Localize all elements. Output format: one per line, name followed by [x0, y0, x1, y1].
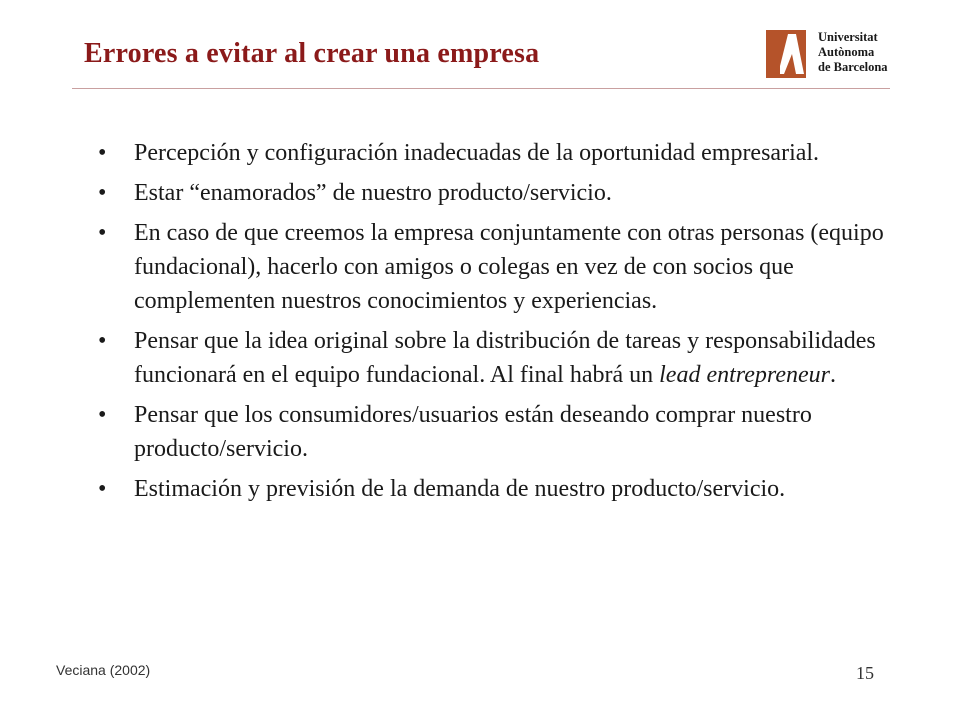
logo-text: [818, 30, 888, 75]
title-divider: [72, 88, 890, 89]
bullet-text: En caso de que creemos la empresa conjuntamente con otras personas (equipo fundacional), hacerlo con amigos o colegas en vez de con socios que complementen nuestros conocimientos y experiencias.: [134, 220, 884, 314]
bullet-glyph: •: [98, 140, 107, 166]
bullet-text-end: .: [829, 362, 836, 388]
bullet-text: Estimación y previsión de la demanda de nuestro producto/servicio.: [134, 476, 786, 502]
logo-line-3: de Barcelona: [818, 60, 888, 74]
bullet-glyph: •: [98, 328, 107, 354]
bullet-item: [98, 216, 898, 318]
source-citation: Veciana (2002): [56, 662, 151, 678]
bullet-glyph: •: [98, 220, 107, 246]
bullet-item: [98, 176, 898, 210]
bullet-text: [134, 328, 876, 388]
bullet-list: [98, 136, 898, 512]
bullet-glyph: •: [98, 180, 107, 206]
bullet-text: Pensar que los consumidores/usuarios están deseando comprar nuestro producto/servicio.: [134, 402, 812, 462]
bullet-item: [98, 398, 898, 466]
bullet-text-start: Pensar que la idea original sobre la distribución de tareas y responsabilidades funcionará en el equipo fundacional. Al final habrá un: [134, 328, 876, 388]
bullet-text-italic: lead entrepreneur: [659, 362, 830, 388]
bullet-glyph: •: [98, 476, 107, 502]
bullet-item: [98, 324, 898, 392]
logo-line-2: Autònoma: [818, 45, 875, 59]
page-number: 15: [856, 663, 874, 683]
bullet-glyph: •: [98, 402, 107, 428]
logo-line-1: Universitat: [818, 30, 878, 44]
university-logo: [766, 28, 906, 80]
bullet-item: [98, 136, 898, 170]
bullet-item: [98, 472, 898, 506]
uab-logo-icon: [766, 30, 806, 78]
slide-title: Errores a evitar al crear una empresa: [84, 38, 540, 69]
bullet-text: Estar “enamorados” de nuestro producto/servicio.: [134, 180, 612, 206]
bullet-text: Percepción y configuración inadecuadas de la oportunidad empresarial.: [134, 140, 820, 166]
